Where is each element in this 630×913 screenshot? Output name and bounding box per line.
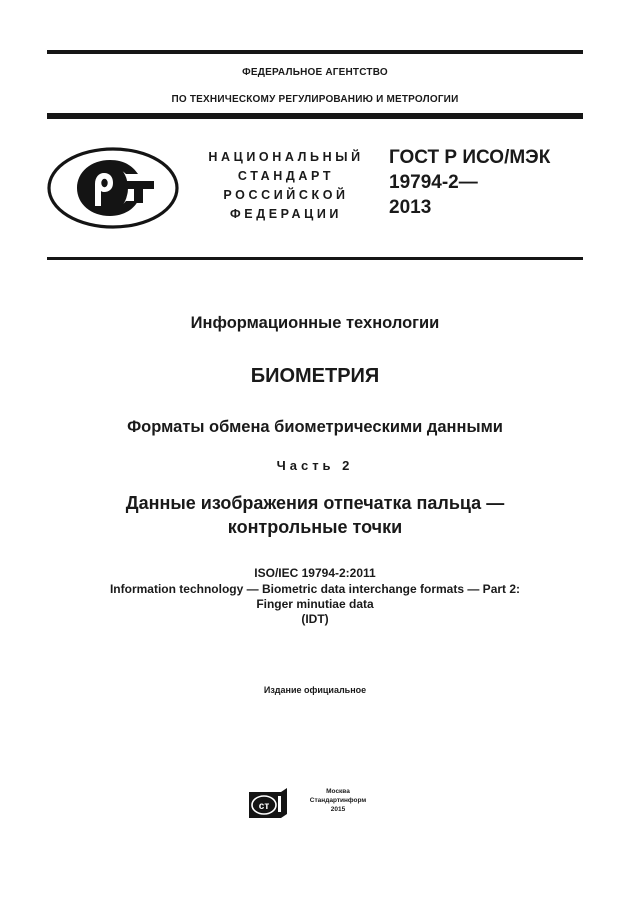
national-standard-line: СТАНДАРТ bbox=[237, 169, 335, 183]
national-standard-line: РОССИЙСКОЙ bbox=[223, 188, 349, 202]
series-title: Форматы обмена биометрическими данными bbox=[127, 418, 503, 436]
part-title-line-2: контрольные точки bbox=[227, 517, 403, 537]
svg-text:ст: ст bbox=[258, 801, 270, 812]
designation-line: ГОСТ Р ИСО/МЭК bbox=[389, 147, 551, 168]
iso-title-line-1: Information technology — Biometric data interchange formats — Part 2: bbox=[109, 582, 521, 596]
designation-line: 19794-2— bbox=[389, 172, 478, 193]
iso-equivalence: (IDT) bbox=[301, 612, 329, 626]
publisher-name: Стандартинформ bbox=[309, 797, 367, 804]
subject-title: БИОМЕТРИЯ bbox=[250, 365, 380, 387]
national-standard-label bbox=[196, 148, 376, 224]
publisher-year: 2015 bbox=[330, 806, 346, 813]
national-standard-line: ФЕДЕРАЦИИ bbox=[229, 207, 342, 221]
standard-designation bbox=[389, 145, 550, 220]
national-standard-line: НАЦИОНАЛЬНЫЙ bbox=[208, 150, 364, 164]
standard-block-rule bbox=[47, 257, 583, 260]
iso-title-line-2: Finger minutiae data bbox=[256, 597, 374, 611]
standartinform-logo-icon bbox=[247, 788, 289, 818]
designation-line: 2013 bbox=[389, 197, 432, 218]
field-title: Информационные технологии bbox=[190, 314, 440, 332]
agency-line-1: ФЕДЕРАЛЬНОЕ АГЕНТСТВО bbox=[242, 67, 388, 78]
iso-number: ISO/IEC 19794-2:2011 bbox=[254, 566, 376, 580]
part-title-line-1: Данные изображения отпечатка пальца — bbox=[125, 493, 505, 513]
publisher-info bbox=[302, 787, 374, 814]
header-rule bbox=[47, 113, 583, 119]
official-edition-label: Издание официальное bbox=[263, 685, 367, 695]
agency-line-2: ПО ТЕХНИЧЕСКОМУ РЕГУЛИРОВАНИЮ И МЕТРОЛОГИИ bbox=[171, 94, 459, 105]
top-rule bbox=[47, 50, 583, 54]
part-label: Часть 2 bbox=[276, 458, 354, 473]
gost-r-certification-mark-icon bbox=[46, 146, 180, 230]
publisher-city: Москва bbox=[326, 788, 350, 795]
